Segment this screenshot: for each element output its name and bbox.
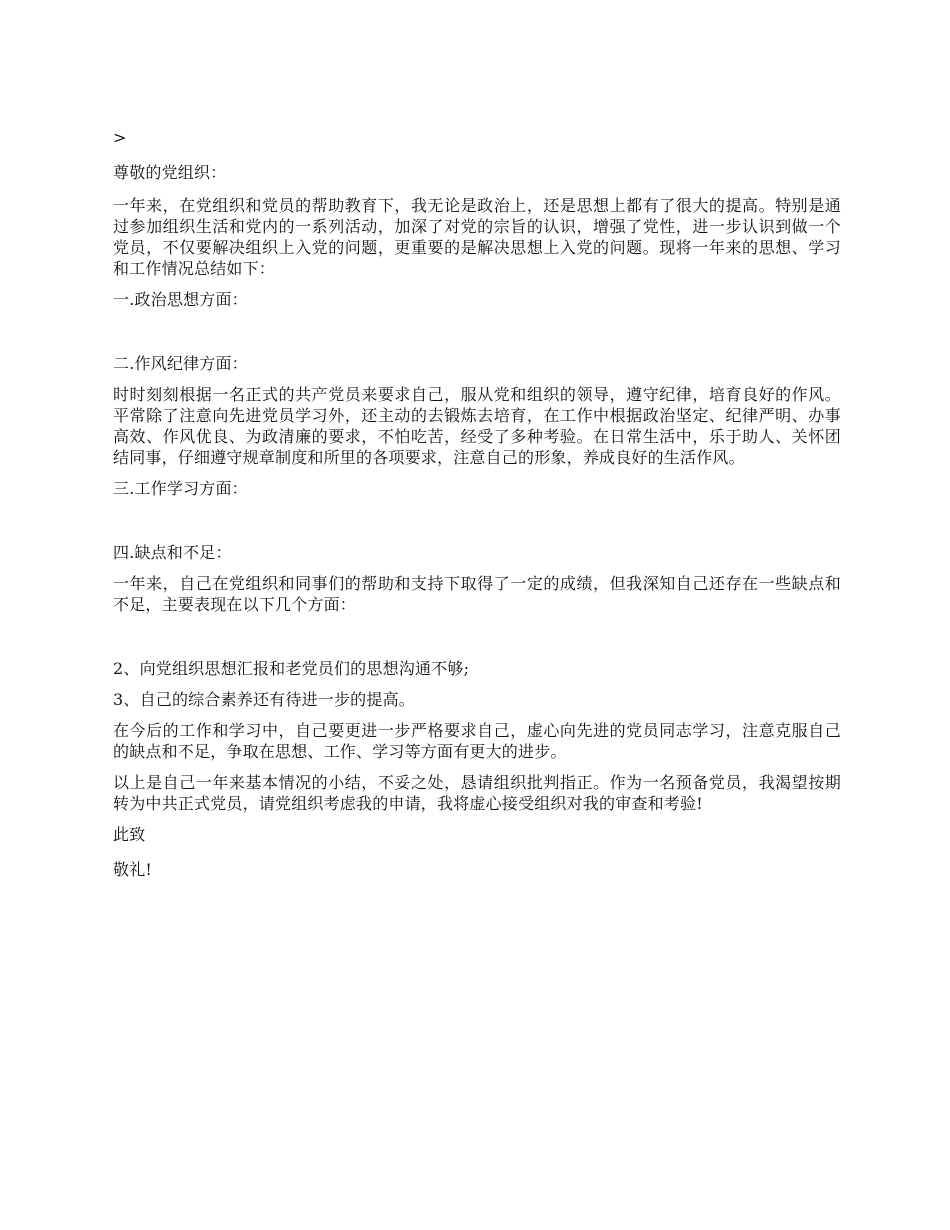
section-heading-shortcomings: 四.缺点和不足： — [113, 543, 232, 562]
regards-line: 此致 — [113, 825, 146, 844]
intro-paragraph: 一年来，在党组织和党员的帮助教育下，我无论是政治上，还是思想上都有了很大的提高。特别是通过参加组织生活和党内的一系列活动，加深了对党的宗旨的认识，增强了党性，进一步认识到做一个党员，不仅要解决组织上入党的问题，更重要的是解决思想上入党的问题。现将一年来的思想、学习和工作情况总结如下： — [113, 196, 841, 278]
closing-paragraph: 以上是自己一年来基本情况的小结，不妥之处，恳请组织批判指正。作为一名预备党员，我渴望按期转为中共正式党员，请党组织考虑我的申请，我将虚心接受组织对我的审查和考验! — [113, 773, 841, 813]
discipline-paragraph: 时时刻刻根据一名正式的共产党员来要求自己，服从党和组织的领导，遵守纪律，培育良好的作风。平常除了注意向先进党员学习外，还主动的去锻炼去培育，在工作中根据政治坚定、纪律严明、办事高效、作风优良、为政清廉的要求，不怕吃苦，经受了多种考验。在日常生活中，乐于助人、关怀团结同事，仔细遵守规章制度和所里的各项要求，注意自己的形象，养成良好的生活作风。 — [113, 385, 841, 467]
marker-text: > — [113, 128, 127, 147]
section-heading-discipline: 二.作风纪律方面： — [113, 354, 248, 373]
salute-line: 敬礼! — [113, 860, 153, 879]
shortcomings-paragraph: 一年来，自己在党组织和同事们的帮助和支持下取得了一定的成绩，但我深知自己还存在一些缺点和不足，主要表现在以下几个方面： — [113, 574, 841, 614]
section-heading-politics: 一.政治思想方面： — [113, 290, 248, 309]
shortcoming-item-2: 2、向党组织思想汇报和老党员们的思想沟通不够; — [113, 659, 470, 678]
document-body — [113, 127, 841, 880]
section-heading-work-study: 三.工作学习方面： — [113, 479, 248, 498]
salutation: 尊敬的党组织： — [113, 163, 227, 182]
future-plan-paragraph: 在今后的工作和学习中，自己要更进一步严格要求自己，虚心向先进的党员同志学习，注意克服自己的缺点和不足，争取在思想、工作、学习等方面有更大的进步。 — [113, 721, 841, 761]
shortcoming-item-3: 3、自己的综合素养还有待进一步的提高。 — [113, 690, 415, 709]
